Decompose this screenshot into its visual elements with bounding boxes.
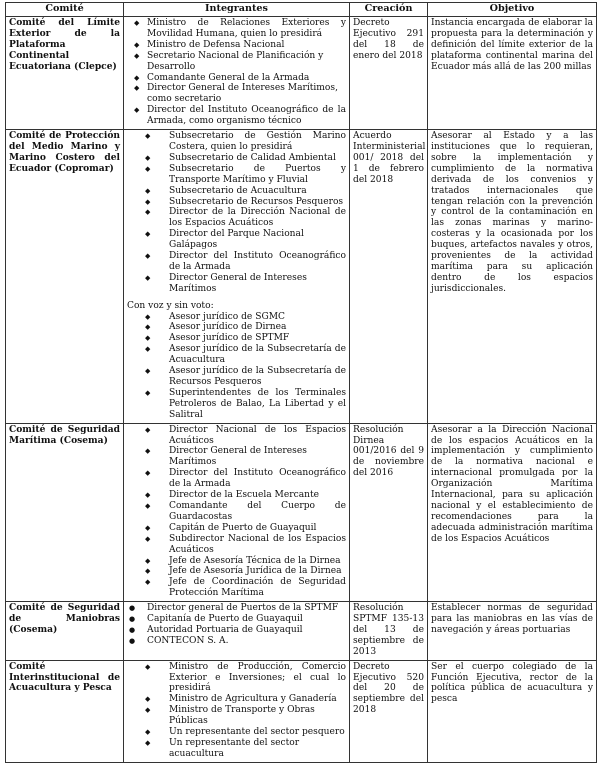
list-item: ◆ Comandante General de la Armada bbox=[147, 73, 346, 84]
list-item: ◆ Director General de Intereses Marítimos bbox=[169, 446, 346, 468]
list-item: ◆ Director del Instituto Oceanográfico de la Armada, como organismo técnico bbox=[147, 105, 346, 127]
voz-sin-voto-label: Con voz y sin voto: bbox=[127, 300, 214, 311]
header-comite: Comité bbox=[6, 3, 124, 17]
list-item: ◆ Asesor jurídico de SPTMF bbox=[169, 333, 346, 344]
list-item: ◆ Ministro de Relaciones Exteriores y Movilidad Humana, quien lo presidirá bbox=[147, 18, 346, 40]
table-row bbox=[6, 130, 597, 424]
list-item: ◆ Director de la Escuela Mercante bbox=[169, 490, 346, 501]
list-item: ◆ Subsecretario de Recursos Pesqueros bbox=[169, 197, 346, 208]
list-item: ◆ Capitán de Puerto de Guayaquil bbox=[169, 523, 346, 534]
integrantes-cell bbox=[124, 660, 350, 762]
objetivo-cell: Instancia encargada de elaborar la propuesta para la determinación y definición del límite exterior de la plataforma continental marina del Ecuador más allá de las 200 millas bbox=[428, 17, 597, 130]
list-item: ◆ Director General de Intereses Marítimos bbox=[169, 273, 346, 295]
creacion-cell: Resolución SPTMF 135-13 del 13 de septiembre de 2013 bbox=[350, 602, 428, 661]
comites-table bbox=[5, 2, 597, 763]
list-item: ◆ Un representante del sector acuacultura bbox=[169, 738, 346, 760]
list-item: ◆ Director Nacional de los Espacios Acuáticos bbox=[169, 425, 346, 447]
list-item: ● Capitanía de Puerto de Guayaquil bbox=[147, 614, 346, 625]
list-item: ◆ Asesor jurídico de la Subsecretaría de Recursos Pesqueros bbox=[169, 366, 346, 388]
header-row bbox=[6, 3, 597, 17]
list-item: ◆ Ministro de Agricultura y Ganadería bbox=[169, 694, 346, 705]
integrantes-list bbox=[127, 18, 346, 127]
list-item: ● Director general de Puertos de la SPTMF bbox=[147, 603, 346, 614]
list-item: ◆ Asesor jurídico de la Subsecretaría de Acuacultura bbox=[169, 344, 346, 366]
list-item: ● Autoridad Portuaria de Guayaquil bbox=[147, 625, 346, 636]
objetivo-cell: Asesorar a la Dirección Nacional de los espacios Acuáticos en la implementación y cumplimiento de la normativa nacional e internacional promulgada por la Organización Marítima Internacional, para su aplicación nacional y el establecimiento de recomendaciones para la adecuada administración marítima de los Espacios Acuáticos bbox=[428, 423, 597, 602]
integrantes-list bbox=[127, 131, 346, 295]
list-item: ◆ Jefe de Coordinación de Seguridad Protección Marítima bbox=[169, 577, 346, 599]
list-item: ◆ Subsecretario de Gestión Marino Costera, quien lo presidirá bbox=[169, 131, 346, 153]
table-row bbox=[6, 17, 597, 130]
list-item: ◆ Un representante del sector pesquero bbox=[169, 727, 346, 738]
comite-name: Comité del Límite Exterior de la Plataforma Continental Ecuatoriana (Clepce) bbox=[6, 17, 124, 130]
creacion-cell: Acuerdo Interministerial 001/ 2018 del 1 de febrero del 2018 bbox=[350, 130, 428, 424]
list-item: ◆ Director del Instituto Oceanográfico de la Armada bbox=[169, 468, 346, 490]
comite-name: Comité de Seguridad de Maniobras (Cosema) bbox=[6, 602, 124, 661]
table-row bbox=[6, 423, 597, 602]
list-item: ◆ Subdirector Nacional de los Espacios Acuáticos bbox=[169, 534, 346, 556]
integrantes-cell bbox=[124, 423, 350, 602]
list-item: ◆ Director de la Dirección Nacional de los Espacios Acuáticos bbox=[169, 207, 346, 229]
list-item: ◆ Jefe de Asesoría Técnica de la Dirnea bbox=[169, 556, 346, 567]
integrantes-cell bbox=[124, 17, 350, 130]
list-item: ◆ Jefe de Asesoría Jurídica de la Dirnea bbox=[169, 566, 346, 577]
list-item: ◆ Subsecretario de Puertos y Transporte Marítimo y Fluvial bbox=[169, 164, 346, 186]
integrantes-list bbox=[127, 603, 346, 647]
header-integrantes: Integrantes bbox=[124, 3, 350, 17]
comite-name: Comité de Protección del Medio Marino y Marino Costero del Ecuador (Copromar) bbox=[6, 130, 124, 424]
creacion-cell: Decreto Ejecutivo 520 del 20 de septiembre del 2018 bbox=[350, 660, 428, 762]
list-item: ◆ Subsecretario de Calidad Ambiental bbox=[169, 153, 346, 164]
table-row bbox=[6, 660, 597, 762]
list-item: ◆ Director General de Intereses Marítimos, como secretario bbox=[147, 83, 346, 105]
list-item: ◆ Comandante del Cuerpo de Guardacostas bbox=[169, 501, 346, 523]
integrantes-cell bbox=[124, 602, 350, 661]
list-item: ◆ Director del Parque Nacional Galápagos bbox=[169, 229, 346, 251]
objetivo-cell: Ser el cuerpo colegiado de la Función Ejecutiva, rector de la política pública de acuacultura y pesca bbox=[428, 660, 597, 762]
list-item: ◆ Secretario Nacional de Planificación y Desarrollo bbox=[147, 51, 346, 73]
list-item: ◆ Asesor jurídico de SGMC bbox=[169, 312, 346, 323]
list-item: ◆ Ministro de Producción, Comercio Exterior e Inversiones; el cual lo presidirá bbox=[169, 662, 346, 695]
objetivo-cell: Establecer normas de seguridad para las maniobras en las vías de navegación y áreas portuarias bbox=[428, 602, 597, 661]
creacion-cell: Decreto Ejecutivo 291 del 18 de enero del 2018 bbox=[350, 17, 428, 130]
voz-integrantes-list bbox=[127, 312, 346, 421]
objetivo-cell: Asesorar al Estado y a las instituciones que lo requieran, sobre la implementación y cumplimiento de la normativa derivada de los convenios y tratados internacionales que tengan relación con la prevención y control de la contaminación en las zonas marinas y marino-costeras y la ocasionada por los buques, artefactos navales y otros, provenientes de la actividad marítima para su aplicación dentro de los espacios jurisdiccionales. bbox=[428, 130, 597, 424]
list-item: ◆ Subsecretario de Acuacultura bbox=[169, 186, 346, 197]
list-item: ◆ Ministro de Transporte y Obras Públicas bbox=[169, 705, 346, 727]
list-item: ◆ Ministro de Defensa Nacional bbox=[147, 40, 346, 51]
table-row bbox=[6, 602, 597, 661]
list-item: ● CONTECON S. A. bbox=[147, 636, 346, 647]
list-item: ◆ Asesor jurídico de Dirnea bbox=[169, 322, 346, 333]
comite-name: Comité de Seguridad Marítima (Cosema) bbox=[6, 423, 124, 602]
integrantes-cell bbox=[124, 130, 350, 424]
header-creacion: Creación bbox=[350, 3, 428, 17]
list-item: ◆ Superintendentes de los Terminales Petroleros de Balao, La Libertad y el Salitral bbox=[169, 388, 346, 421]
integrantes-list bbox=[127, 425, 346, 600]
integrantes-list bbox=[127, 662, 346, 760]
header-objetivo: Objetivo bbox=[428, 3, 597, 17]
creacion-cell: Resolución Dirnea 001/2016 del 9 de noviembre del 2016 bbox=[350, 423, 428, 602]
comite-name: Comité Interinstitucional de Acuacultura y Pesca bbox=[6, 660, 124, 762]
list-item: ◆ Director del Instituto Oceanográfico de la Armada bbox=[169, 251, 346, 273]
